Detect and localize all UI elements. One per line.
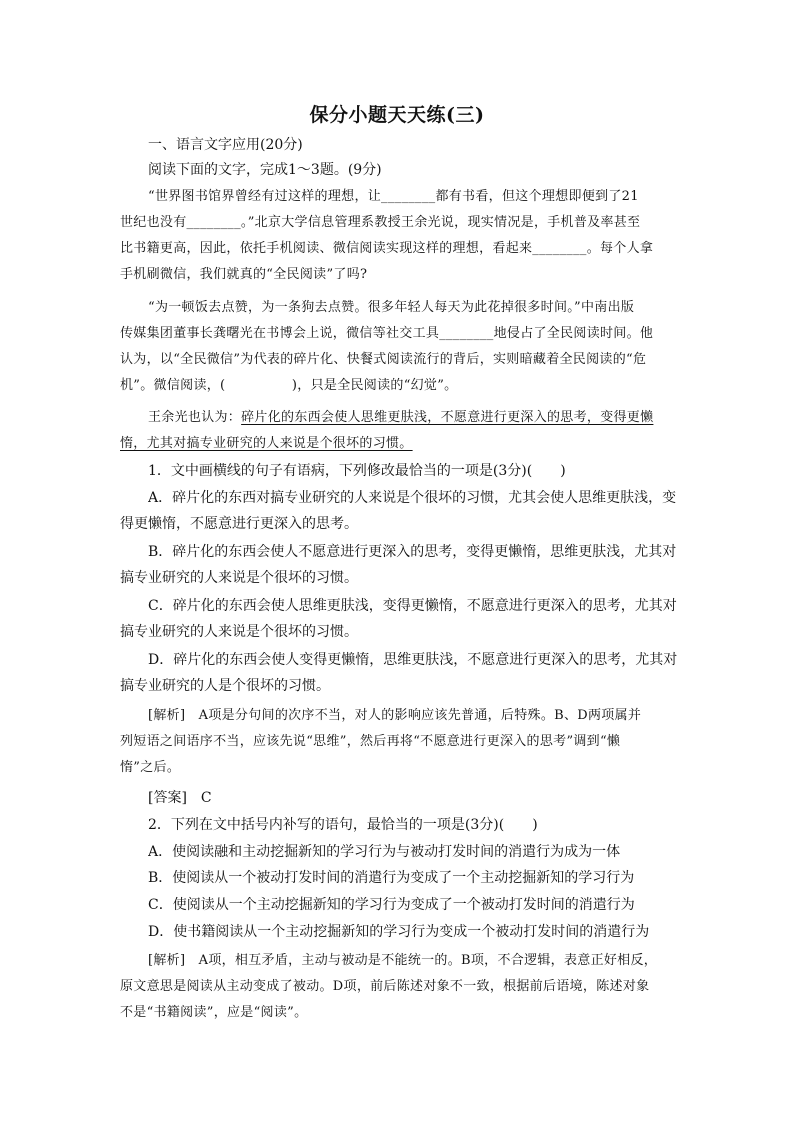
analysis-1 xyxy=(148,706,678,726)
option-a-cont: 得更懒惰，不愿意进行更深入的思考。 xyxy=(120,516,358,532)
passage-line: 世纪也没有________。”北京大学信息管理系教授王余光说，现实情况是，手机普及率甚至 xyxy=(120,215,641,230)
reading-instruction: 阅读下面的文字，完成1～3题。(9分) xyxy=(148,162,382,178)
analysis-tag: [解析] xyxy=(148,708,186,723)
option-c: C．碎片化的东西会使人思维更肤浅，变得更懒惰，不愿意进行更深入的思考，尤其对 xyxy=(148,598,677,614)
option-d: D．使书籍阅读从一个主动挖掘新知的学习行为变成一个被动打发时间的消遣行为 xyxy=(148,924,650,940)
passage-line xyxy=(148,408,678,428)
option-c-cont: 搞专业研究的人来说是个很坏的习惯。 xyxy=(120,624,358,640)
analysis-1-cont: 列短语之间语序不当，应该先说“思维”，然后再将“不愿意进行更深入的思考”调到“懒 xyxy=(120,734,621,749)
answer-value: C xyxy=(186,790,212,806)
question-2-stem: 2．下列在文中括号内补写的语句，最恰当的一项是(3分)( ) xyxy=(148,817,538,833)
analysis-1-cont: 惰”之后。 xyxy=(120,760,181,775)
passage-line xyxy=(120,434,680,454)
passage-line: 认为，以“全民微信”为代表的碎片化、快餐式阅读流行的背后，实则暗藏着全民阅读的“危 xyxy=(120,352,647,367)
option-b: B．碎片化的东西会使人不愿意进行更深入的思考，变得更懒惰，思维更肤浅，尤其对 xyxy=(148,544,677,560)
option-b-cont: 搞专业研究的人来说是个很坏的习惯。 xyxy=(120,570,358,586)
passage-line: 手机刷微信，我们就真的“全民阅读”了吗? xyxy=(120,267,368,282)
analysis-2 xyxy=(148,951,678,971)
section-heading: 一、语言文字应用(20分) xyxy=(148,137,303,153)
analysis-2-cont: 不是“书籍阅读”，应是“阅读”。 xyxy=(120,1005,308,1020)
passage-line: “世界图书馆界曾经有过这样的理想，让________都有书看，但这个理想即便到了21 xyxy=(148,189,639,204)
option-b: B．使阅读从一个被动打发时间的消遣行为变成了一个主动挖掘新知的学习行为 xyxy=(148,870,635,886)
underlined-sentence: 惰，尤其对搞专业研究的人来说是个很坏的习惯。 xyxy=(120,436,413,451)
passage-text: 王余光也认为： xyxy=(148,410,242,425)
option-a: A．碎片化的东西对搞专业研究的人来说是个很坏的习惯，尤其会使人思维更肤浅，变 xyxy=(148,490,677,506)
question-1-stem: 1．文中画横线的句子有语病，下列修改最恰当的一项是(3分)( ) xyxy=(148,463,566,479)
passage-line: “为一顿饭去点赞，为一条狗去点赞。很多年轻人每天为此花掉很多时间。”中南出版 xyxy=(148,300,635,315)
passage-line: 传媒集团董事长龚曙光在书博会上说，微信等社交工具________地侵占了全民阅读时间。他 xyxy=(120,326,654,341)
analysis-text: A项，相互矛盾，主动与被动是不能统一的。B项，不合逻辑，表意正好相反， xyxy=(185,953,658,968)
option-d-cont: 搞专业研究的人是个很坏的习惯。 xyxy=(120,678,330,694)
option-d: D．碎片化的东西会使人变得更懒惰，思维更肤浅，不愿意进行更深入的思考，尤其对 xyxy=(148,652,678,668)
underlined-sentence: 碎片化的东西会使人思维更肤浅，不愿意进行更深入的思考，变得更懒 xyxy=(241,410,654,425)
analysis-tag: [解析] xyxy=(148,953,186,968)
analysis-2-cont: 原文意思是阅读从主动变成了被动。D项，前后陈述对象不一致，根据前后语境，陈述对象 xyxy=(120,979,650,994)
passage-line: 比书籍更高，因此，依托手机阅读、微信阅读实现这样的理想，看起来________。每个人拿 xyxy=(120,241,654,256)
answer-1 xyxy=(148,788,678,808)
page-title: 保分小题天天练(三) xyxy=(309,104,485,126)
option-a: A．使阅读融和主动挖掘新知的学习行为与被动打发时间的消遣行为成为一体 xyxy=(148,844,621,860)
analysis-text: A项是分句间的次序不当，对人的影响应该先普通，后特殊。B、D两项属并 xyxy=(185,708,642,723)
passage-line: 机”。微信阅读，( )，只是全民阅读的“幻觉”。 xyxy=(120,378,458,393)
answer-tag: [答案] xyxy=(148,790,187,806)
option-c: C．使阅读从一个主动挖掘新知的学习行为变成了一个被动打发时间的消遣行为 xyxy=(148,897,635,913)
